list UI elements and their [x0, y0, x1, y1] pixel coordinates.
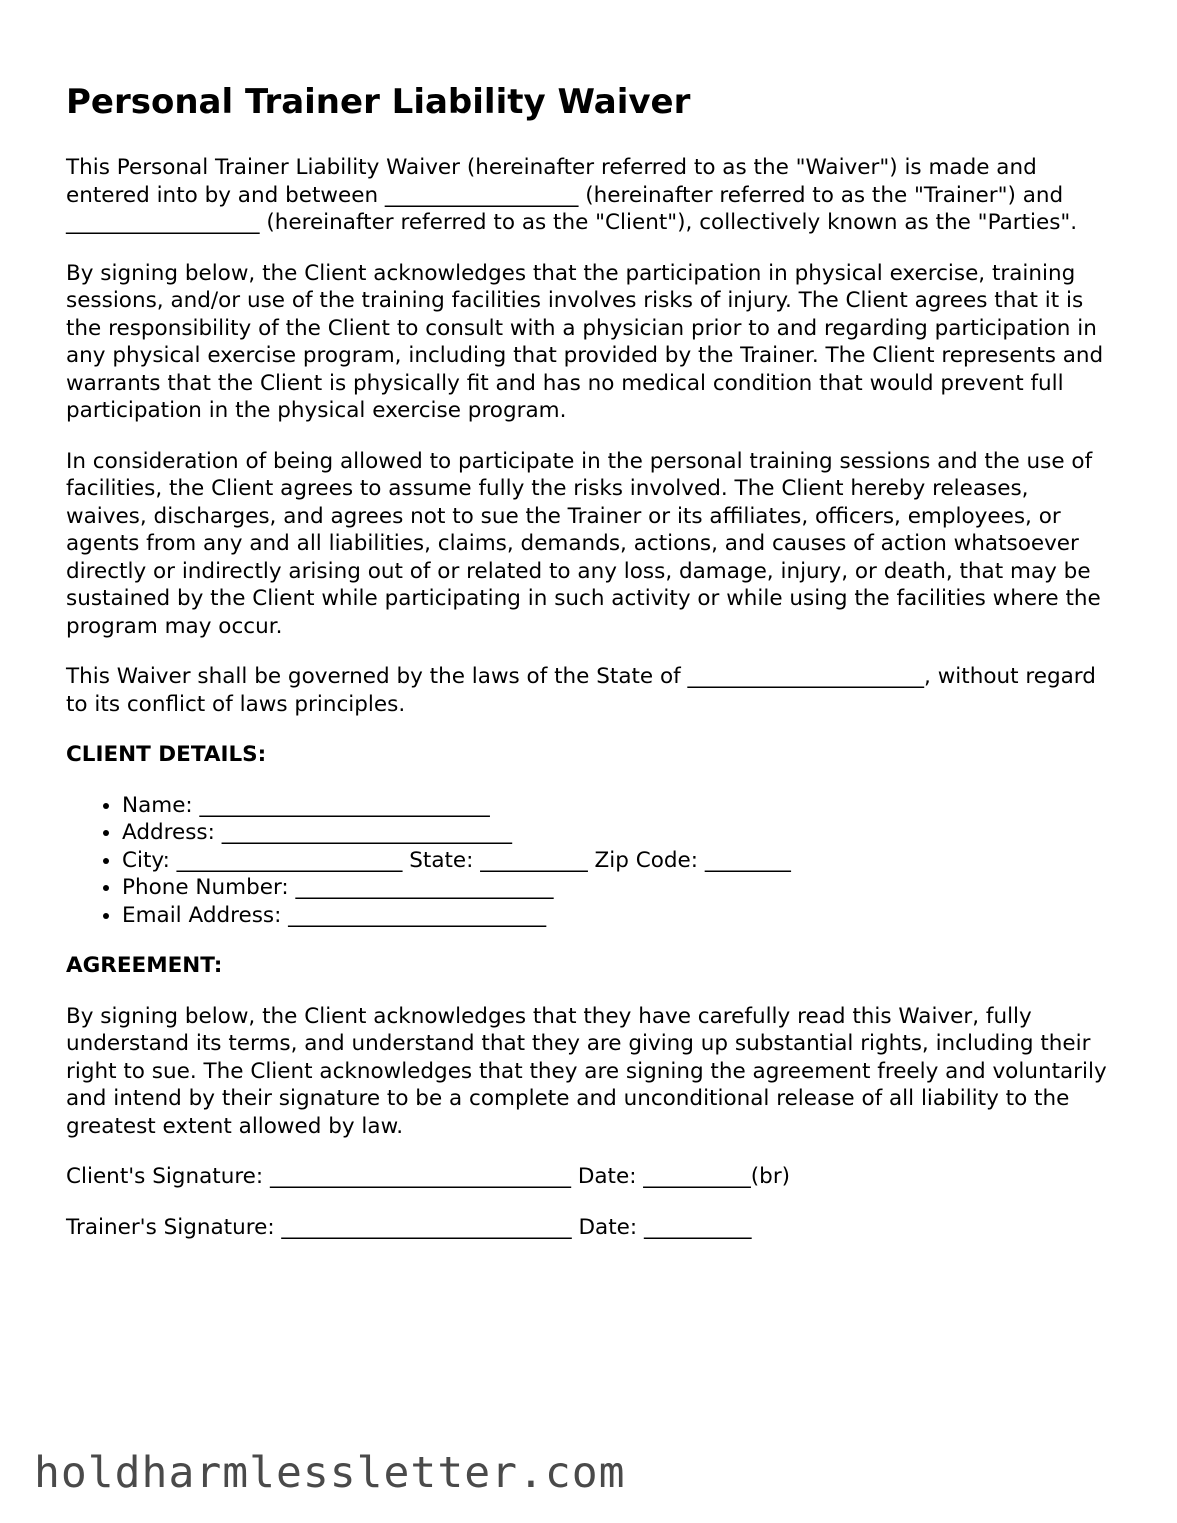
watermark: holdharmlessletter.com — [34, 1448, 626, 1498]
client-city-state-zip-field: • City: _____________________ State: __________ Zip Code: ________ — [122, 847, 1116, 875]
release-paragraph: In consideration of being allowed to participate in the personal training sessions and the use of facilities, the Client agrees to assume fully the risks involved. The Client hereby releases, waives, discharges, and agrees not to sue the Trainer or its affiliates, officers, employees, or agents from any and all liabilities, claims, demands, actions, and causes of action whatsoever directly or indirectly arising out of or related to any loss, damage, injury, or death, that may be sustained by the Client while participating in such activity or while using the facilities where the program may occur. — [66, 448, 1101, 639]
client-name-field: • Name: ___________________________ — [122, 792, 1116, 820]
governing-law-paragraph: This Waiver shall be governed by the laws of the State of ______________________, without regard to its conflict of laws principles. — [66, 664, 1096, 717]
agreement-paragraph: By signing below, the Client acknowledges that they have carefully read this Waiver, fully understand its terms, and understand that they are giving up substantial rights, including their right to sue. The Client acknowledges that they are signing the agreement freely and voluntarily and intend by their signature to be a complete and unconditional release of all liability to the greatest extent allowed by law. — [66, 1003, 1107, 1139]
client-signature-line: Client's Signature: ____________________________ Date: __________(br) — [66, 1164, 791, 1189]
client-email-field: • Email Address: ________________________ — [122, 902, 1116, 930]
intro-paragraph: This Personal Trainer Liability Waiver (hereinafter referred to as the "Waiver") is made and entered into by and between __________________ (hereinafter referred to as the "Trainer") and __________________ (hereinafter referred to as the "Client"), collectively known as the "Parties". — [66, 155, 1078, 235]
client-phone-field: • Phone Number: ________________________ — [122, 874, 1116, 902]
document-title: Personal Trainer Liability Waiver — [66, 82, 691, 122]
client-details-heading: CLIENT DETAILS: — [66, 742, 267, 767]
client-details-list — [66, 792, 1116, 930]
trainer-signature-line: Trainer's Signature: ___________________________ Date: __________ — [66, 1214, 752, 1240]
document-body — [66, 80, 1116, 1264]
acknowledgement-paragraph: By signing below, the Client acknowledges that the participation in physical exercise, training sessions, and/or use of the training facilities involves risks of injury. The Client agrees that it is the responsibility of the Client to consult with a physician prior to and regarding participation in any physical exercise program, including that provided by the Trainer. The Client represents and warrants that the Client is physically fit and has no medical condition that would prevent full participation in the physical exercise program. — [66, 260, 1104, 423]
client-address-field: • Address: ___________________________ — [122, 819, 1116, 847]
agreement-heading: AGREEMENT: — [66, 953, 223, 978]
